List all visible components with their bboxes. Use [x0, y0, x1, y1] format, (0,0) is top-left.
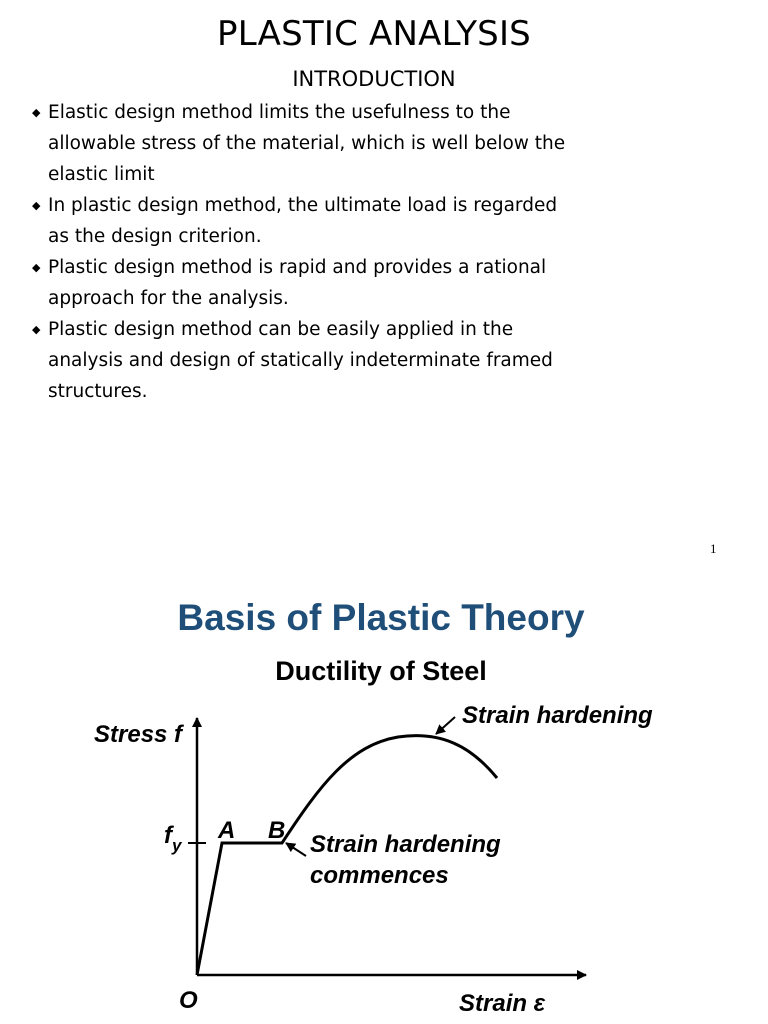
- bullet-line: analysis and design of statically indeterminate framed: [48, 350, 553, 371]
- bullet-line: allowable stress of the material, which is well below the: [48, 133, 566, 154]
- stress-strain-diagram: [0, 575, 768, 1024]
- diamond-bullet-icon: ◆: [32, 261, 41, 274]
- point-b-label: B: [268, 817, 286, 844]
- x-axis-label: Strain ε: [459, 990, 546, 1017]
- bullet-line: structures.: [48, 381, 148, 402]
- commences-label: commences: [310, 862, 449, 889]
- strain-hardening-commences-label: Strain hardening: [310, 831, 501, 858]
- y-axis-label: Stress f: [94, 721, 183, 748]
- bullet-list: [32, 97, 612, 407]
- bullet-line: Elastic design method limits the usefulness to the: [48, 102, 511, 123]
- bullet-line: elastic limit: [48, 164, 155, 185]
- point-a-label: A: [218, 817, 236, 844]
- bullet-item: [32, 190, 612, 252]
- diamond-bullet-icon: ◆: [32, 199, 41, 212]
- slide-basis-of-plastic-theory: [0, 575, 768, 1024]
- bullet-item: [32, 97, 612, 190]
- slide-subtitle: Ductility of Steel: [275, 656, 487, 686]
- slide-subtitle: INTRODUCTION: [292, 67, 456, 91]
- bullet-item: [32, 252, 612, 314]
- slide-title: PLASTIC ANALYSIS: [217, 14, 531, 54]
- bullet-line: Plastic design method can be easily applied in the: [48, 319, 514, 340]
- page-number: 1: [710, 541, 717, 556]
- bullet-line: approach for the analysis.: [48, 288, 289, 309]
- fy-label: $f_y$: [164, 822, 182, 855]
- origin-label: O: [179, 987, 198, 1014]
- slide-title: Basis of Plastic Theory: [177, 597, 585, 638]
- strain-hardening-label: Strain hardening: [462, 702, 653, 729]
- bullet-item: [32, 314, 612, 407]
- commences-arrow: [286, 843, 306, 856]
- diamond-bullet-icon: ◆: [32, 323, 41, 336]
- strain-hardening-arrow: [436, 717, 455, 734]
- bullet-line: as the design criterion.: [48, 226, 262, 247]
- bullet-line: Plastic design method is rapid and provides a rational: [48, 257, 547, 278]
- diamond-bullet-icon: ◆: [32, 106, 41, 119]
- bullet-line: In plastic design method, the ultimate load is regarded: [48, 195, 558, 216]
